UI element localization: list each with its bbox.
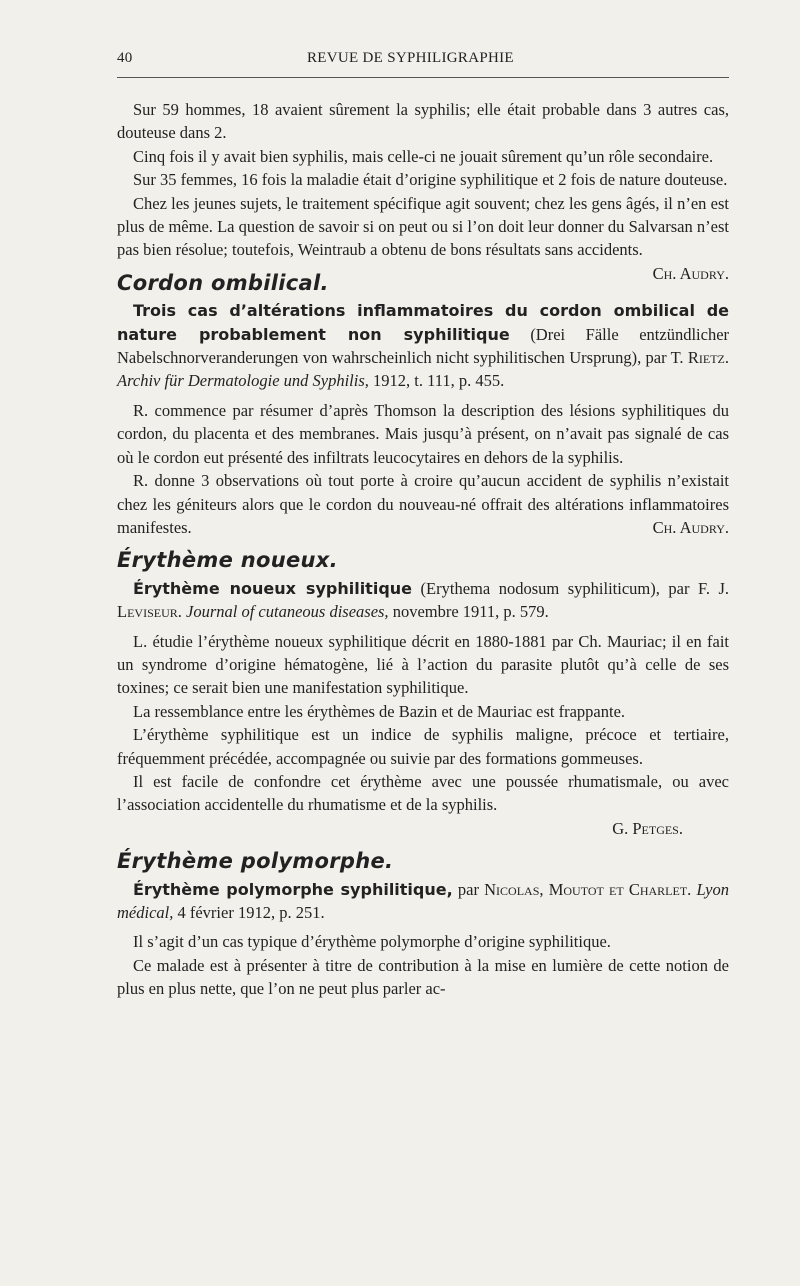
body-paragraph bbox=[117, 469, 729, 539]
page-number: 40 bbox=[117, 50, 133, 66]
section-heading: Cordon ombilical. bbox=[117, 270, 329, 295]
section-heading: Érythème polymorphe. bbox=[117, 849, 394, 874]
reference-entry bbox=[117, 577, 729, 624]
intro-text: Chez les jeunes sujets, le traitement spécifique agit souvent; chez les gens âgés, il n’en est plus de même. La question de savoir si on peut ou si l’on doit leur donner du Salvarsan n’est pas bien résolue; toutefois, Weintraub a obtenu de bons résultats sans accidents. bbox=[117, 193, 729, 260]
reference-citation: 4 février 1912, p. 251. bbox=[177, 903, 325, 922]
body-text: R. donne 3 observations où tout porte à croire qu’aucun accident de syphilis n’existait chez les géniteurs alors que le cordon du nouveau-né offrait des altérations inflammatoires manifestes. bbox=[117, 471, 729, 537]
reference-title: Érythème polymorphe syphilitique, bbox=[133, 879, 453, 899]
page-body bbox=[117, 98, 729, 1001]
reference-title: Trois cas d’altérations inflammatoires du cordon ombilical de nature probablement non syphilitique bbox=[117, 301, 729, 344]
body-paragraph: L. étudie l’érythème noueux syphilitique décrit en 1880-1881 par Ch. Mauriac; il en fait un syndrome d’origine hématogène, lié à l’action du parasite plutôt qu’à celle de ses toxines; ce serait bien une manifestation syphilitique. bbox=[117, 631, 729, 698]
reference-citation: novembre 1911, p. 579. bbox=[392, 602, 549, 622]
reference-citation: 1912, t. 111, p. 455. bbox=[373, 371, 505, 391]
body-paragraph: Il s’agit d’un cas typique d’érythème polymorphe d’origine syphilitique. bbox=[133, 932, 611, 952]
section-heading: Érythème noueux. bbox=[117, 548, 338, 573]
intro-paragraph: Sur 59 hommes, 18 avaient sûrement la syphilis; elle était probable dans 3 autres cas, douteuse dans 2. bbox=[117, 100, 729, 143]
body-paragraph: Ce malade est à présenter à titre de contribution à la mise en lumière de cette notion de plus en plus nette, que l’on ne peut plus parler ac- bbox=[117, 955, 729, 999]
body-paragraph: R. commence par résumer d’après Thomson la description des lésions syphilitiques du cordon, du placenta et des membranes. Mais jusqu’à présent, on n’avait pas signalé de cas où le cordon eut présenté des infiltrats leucocytaires en dehors de la syphilis. bbox=[117, 400, 729, 467]
reference-title: Érythème noueux syphilitique bbox=[133, 578, 413, 598]
body-paragraph: Il est facile de confondre cet érythème avec une poussée rhumatismale, ou avec l’association accidentelle du rhumatisme et de la syphilis. bbox=[117, 771, 729, 815]
reference-journal: Journal of cutaneous diseases, bbox=[186, 602, 389, 622]
body-paragraph: L’érythème syphilitique est un indice de syphilis maligne, précoce et tertiaire, fréquemment précédée, accompagnée ou suivie par des formations gommeuses. bbox=[117, 725, 729, 768]
body-paragraph: La ressemblance entre les érythèmes de Bazin et de Mauriac est frappante. bbox=[133, 701, 626, 721]
reference-journal: Lyon médical, bbox=[117, 879, 730, 922]
reference-subtitle: (Erythema nodosum syphiliticum), par F. J. bbox=[420, 578, 730, 598]
signature: Ch. Audry. bbox=[652, 263, 729, 283]
reference-subtitle: par bbox=[457, 879, 479, 899]
header-rule bbox=[117, 77, 729, 78]
signature: Ch. Audry. bbox=[652, 517, 729, 537]
intro-paragraph: Cinq fois il y avait bien syphilis, mais celle-ci ne jouait sûrement qu’un rôle secondaire. bbox=[133, 146, 714, 166]
running-title: REVUE DE SYPHILIGRAPHIE bbox=[307, 50, 514, 66]
reference-author: Leviseur. bbox=[117, 602, 182, 622]
reference-entry bbox=[117, 878, 729, 925]
reference-subtitle: (Drei Fälle entzündlicher Nabelschnorveranderungen von wahrscheinlich nicht syphilitischen Ursprung), par T. bbox=[117, 324, 730, 368]
signature-line bbox=[117, 817, 729, 840]
reference-journal: Archiv für Dermatologie und Syphilis, bbox=[117, 371, 369, 391]
reference-entry bbox=[117, 299, 729, 393]
signature: G. Petges. bbox=[612, 818, 683, 838]
intro-paragraph: Sur 35 femmes, 16 fois la maladie était d’origine syphilitique et 2 fois de nature douteuse. bbox=[133, 170, 728, 190]
reference-author: Rietz. bbox=[687, 348, 729, 368]
reference-author: Nicolas, Moutot et Charlet. bbox=[484, 879, 692, 899]
